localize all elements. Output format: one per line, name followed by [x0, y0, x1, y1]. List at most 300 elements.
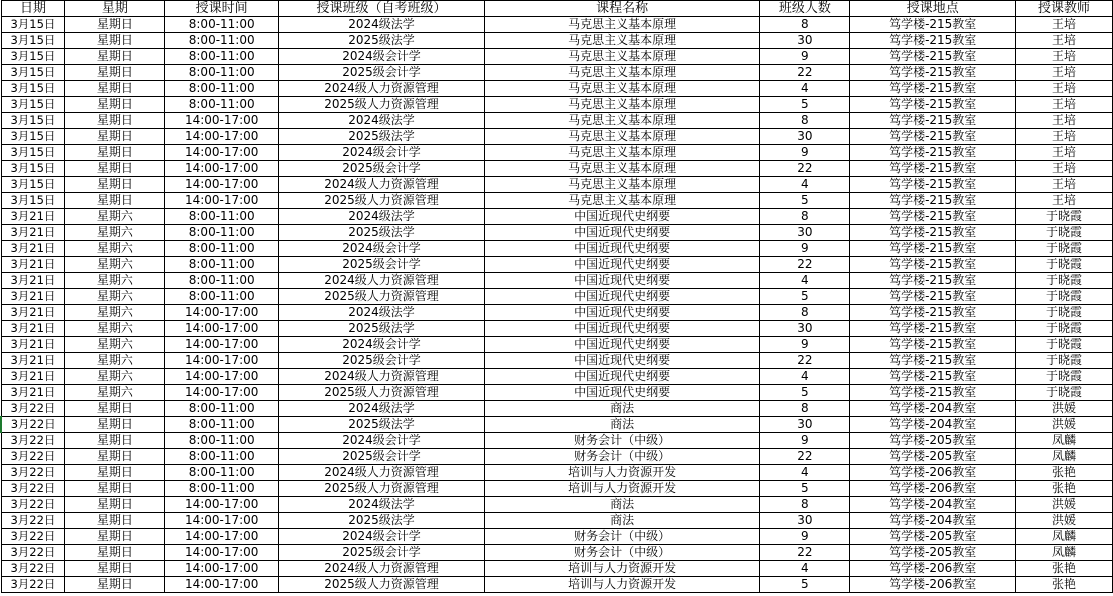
cell-course[interactable]: 培训与人力资源开发: [484, 481, 760, 497]
cell-date[interactable]: 3月22日: [1, 529, 65, 545]
cell-location[interactable]: 笃学楼-206教室: [850, 561, 1016, 577]
cell-class[interactable]: 2024级法学: [279, 113, 485, 129]
cell-location[interactable]: 笃学楼-215教室: [850, 177, 1016, 193]
cell-course[interactable]: 马克思主义基本原理: [484, 177, 760, 193]
cell-class[interactable]: 2024级会计学: [279, 337, 485, 353]
cell-location[interactable]: 笃学楼-204教室: [850, 513, 1016, 529]
cell-location[interactable]: 笃学楼-215教室: [850, 225, 1016, 241]
cell-class[interactable]: 2025级会计学: [279, 353, 485, 369]
cell-location[interactable]: 笃学楼-215教室: [850, 273, 1016, 289]
cell-time[interactable]: 14:00-17:00: [165, 337, 279, 353]
cell-course[interactable]: 中国近现代史纲要: [484, 385, 760, 401]
cell-weekday[interactable]: 星期六: [65, 273, 165, 289]
cell-class[interactable]: 2025级法学: [279, 225, 485, 241]
cell-teacher[interactable]: 王培: [1016, 113, 1113, 129]
cell-time[interactable]: 14:00-17:00: [165, 145, 279, 161]
cell-count[interactable]: 30: [760, 33, 850, 49]
cell-course[interactable]: 中国近现代史纲要: [484, 241, 760, 257]
cell-teacher[interactable]: 王培: [1016, 193, 1113, 209]
cell-weekday[interactable]: 星期六: [65, 241, 165, 257]
cell-class[interactable]: 2024级法学: [279, 497, 485, 513]
cell-location[interactable]: 笃学楼-215教室: [850, 49, 1016, 65]
cell-count[interactable]: 22: [760, 545, 850, 561]
cell-class[interactable]: 2025级人力资源管理: [279, 385, 485, 401]
cell-course[interactable]: 培训与人力资源开发: [484, 561, 760, 577]
cell-teacher[interactable]: 于晓霞: [1016, 225, 1113, 241]
cell-time[interactable]: 8:00-11:00: [165, 401, 279, 417]
cell-class[interactable]: 2025级会计学: [279, 161, 485, 177]
cell-teacher[interactable]: 洪媛: [1016, 513, 1113, 529]
header-location[interactable]: 授课地点: [850, 1, 1016, 17]
cell-location[interactable]: 笃学楼-215教室: [850, 113, 1016, 129]
cell-location[interactable]: 笃学楼-215教室: [850, 33, 1016, 49]
cell-class[interactable]: 2024级会计学: [279, 49, 485, 65]
cell-course[interactable]: 财务会计（中级）: [484, 545, 760, 561]
cell-date[interactable]: 3月15日: [1, 97, 65, 113]
cell-weekday[interactable]: 星期日: [65, 193, 165, 209]
cell-time[interactable]: 8:00-11:00: [165, 17, 279, 33]
cell-count[interactable]: 30: [760, 225, 850, 241]
cell-time[interactable]: 14:00-17:00: [165, 369, 279, 385]
cell-weekday[interactable]: 星期六: [65, 289, 165, 305]
cell-location[interactable]: 笃学楼-206教室: [850, 481, 1016, 497]
cell-class[interactable]: 2024级会计学: [279, 145, 485, 161]
cell-location[interactable]: 笃学楼-215教室: [850, 369, 1016, 385]
cell-course[interactable]: 马克思主义基本原理: [484, 193, 760, 209]
cell-location[interactable]: 笃学楼-215教室: [850, 209, 1016, 225]
cell-location[interactable]: 笃学楼-215教室: [850, 17, 1016, 33]
cell-location[interactable]: 笃学楼-215教室: [850, 161, 1016, 177]
cell-course[interactable]: 培训与人力资源开发: [484, 465, 760, 481]
cell-count[interactable]: 22: [760, 257, 850, 273]
cell-count[interactable]: 5: [760, 289, 850, 305]
cell-course[interactable]: 中国近现代史纲要: [484, 225, 760, 241]
cell-weekday[interactable]: 星期六: [65, 257, 165, 273]
cell-course[interactable]: 中国近现代史纲要: [484, 273, 760, 289]
cell-class[interactable]: 2025级会计学: [279, 449, 485, 465]
cell-count[interactable]: 22: [760, 353, 850, 369]
cell-weekday[interactable]: 星期日: [65, 561, 165, 577]
cell-course[interactable]: 中国近现代史纲要: [484, 257, 760, 273]
cell-time[interactable]: 14:00-17:00: [165, 305, 279, 321]
cell-date[interactable]: 3月21日: [1, 305, 65, 321]
cell-date[interactable]: 3月15日: [1, 81, 65, 97]
cell-date[interactable]: 3月22日: [1, 513, 65, 529]
cell-weekday[interactable]: 星期六: [65, 225, 165, 241]
cell-count[interactable]: 5: [760, 577, 850, 593]
cell-weekday[interactable]: 星期日: [65, 513, 165, 529]
cell-weekday[interactable]: 星期日: [65, 177, 165, 193]
cell-teacher[interactable]: 洪媛: [1016, 497, 1113, 513]
cell-date[interactable]: 3月22日: [1, 577, 65, 593]
cell-class[interactable]: 2025级人力资源管理: [279, 97, 485, 113]
cell-time[interactable]: 14:00-17:00: [165, 129, 279, 145]
cell-course[interactable]: 中国近现代史纲要: [484, 321, 760, 337]
cell-teacher[interactable]: 洪媛: [1016, 401, 1113, 417]
cell-weekday[interactable]: 星期日: [65, 113, 165, 129]
cell-count[interactable]: 4: [760, 81, 850, 97]
cell-date[interactable]: 3月22日: [1, 545, 65, 561]
cell-teacher[interactable]: 凤麟: [1016, 545, 1113, 561]
cell-weekday[interactable]: 星期六: [65, 321, 165, 337]
cell-time[interactable]: 14:00-17:00: [165, 529, 279, 545]
cell-date[interactable]: 3月15日: [1, 33, 65, 49]
cell-count[interactable]: 8: [760, 113, 850, 129]
cell-course[interactable]: 中国近现代史纲要: [484, 337, 760, 353]
cell-course[interactable]: 商法: [484, 401, 760, 417]
cell-class[interactable]: 2025级会计学: [279, 545, 485, 561]
cell-weekday[interactable]: 星期日: [65, 145, 165, 161]
cell-time[interactable]: 8:00-11:00: [165, 49, 279, 65]
cell-count[interactable]: 8: [760, 209, 850, 225]
cell-date[interactable]: 3月15日: [1, 177, 65, 193]
cell-teacher[interactable]: 张艳: [1016, 481, 1113, 497]
cell-class[interactable]: 2025级法学: [279, 417, 485, 433]
cell-count[interactable]: 9: [760, 337, 850, 353]
cell-weekday[interactable]: 星期日: [65, 17, 165, 33]
cell-location[interactable]: 笃学楼-215教室: [850, 257, 1016, 273]
cell-date[interactable]: 3月22日: [1, 449, 65, 465]
cell-time[interactable]: 14:00-17:00: [165, 385, 279, 401]
cell-count[interactable]: 9: [760, 49, 850, 65]
cell-count[interactable]: 30: [760, 321, 850, 337]
cell-location[interactable]: 笃学楼-215教室: [850, 97, 1016, 113]
cell-class[interactable]: 2024级法学: [279, 209, 485, 225]
header-time[interactable]: 授课时间: [165, 1, 279, 17]
cell-count[interactable]: 5: [760, 385, 850, 401]
cell-weekday[interactable]: 星期日: [65, 129, 165, 145]
cell-count[interactable]: 30: [760, 417, 850, 433]
cell-course[interactable]: 马克思主义基本原理: [484, 17, 760, 33]
cell-class[interactable]: 2024级人力资源管理: [279, 561, 485, 577]
cell-date[interactable]: 3月22日: [1, 401, 65, 417]
cell-time[interactable]: 8:00-11:00: [165, 417, 279, 433]
cell-date[interactable]: 3月22日: [1, 561, 65, 577]
cell-teacher[interactable]: 于晓霞: [1016, 273, 1113, 289]
cell-count[interactable]: 8: [760, 17, 850, 33]
cell-location[interactable]: 笃学楼-206教室: [850, 577, 1016, 593]
cell-location[interactable]: 笃学楼-215教室: [850, 353, 1016, 369]
cell-time[interactable]: 8:00-11:00: [165, 33, 279, 49]
cell-count[interactable]: 4: [760, 561, 850, 577]
cell-date[interactable]: 3月21日: [1, 321, 65, 337]
cell-class[interactable]: 2024级法学: [279, 17, 485, 33]
cell-weekday[interactable]: 星期日: [65, 577, 165, 593]
cell-time[interactable]: 8:00-11:00: [165, 433, 279, 449]
header-count[interactable]: 班级人数: [760, 1, 850, 17]
cell-teacher[interactable]: 王培: [1016, 49, 1113, 65]
cell-class[interactable]: 2025级人力资源管理: [279, 289, 485, 305]
cell-time[interactable]: 8:00-11:00: [165, 289, 279, 305]
cell-course[interactable]: 中国近现代史纲要: [484, 305, 760, 321]
cell-weekday[interactable]: 星期日: [65, 97, 165, 113]
cell-teacher[interactable]: 王培: [1016, 17, 1113, 33]
cell-teacher[interactable]: 于晓霞: [1016, 337, 1113, 353]
cell-location[interactable]: 笃学楼-215教室: [850, 145, 1016, 161]
cell-teacher[interactable]: 于晓霞: [1016, 369, 1113, 385]
cell-count[interactable]: 4: [760, 465, 850, 481]
cell-class[interactable]: 2025级会计学: [279, 257, 485, 273]
cell-time[interactable]: 14:00-17:00: [165, 321, 279, 337]
cell-time[interactable]: 8:00-11:00: [165, 481, 279, 497]
cell-location[interactable]: 笃学楼-215教室: [850, 193, 1016, 209]
cell-class[interactable]: 2024级人力资源管理: [279, 273, 485, 289]
cell-location[interactable]: 笃学楼-204教室: [850, 497, 1016, 513]
cell-class[interactable]: 2024级会计学: [279, 241, 485, 257]
cell-teacher[interactable]: 张艳: [1016, 561, 1113, 577]
cell-teacher[interactable]: 凤麟: [1016, 529, 1113, 545]
cell-count[interactable]: 4: [760, 177, 850, 193]
cell-location[interactable]: 笃学楼-215教室: [850, 337, 1016, 353]
table-row: [1, 577, 1113, 593]
cell-count[interactable]: 8: [760, 305, 850, 321]
cell-location[interactable]: 笃学楼-204教室: [850, 401, 1016, 417]
cell-weekday[interactable]: 星期六: [65, 353, 165, 369]
cell-date[interactable]: 3月21日: [1, 337, 65, 353]
cell-teacher[interactable]: 洪媛: [1016, 417, 1113, 433]
cell-course[interactable]: 马克思主义基本原理: [484, 65, 760, 81]
cell-teacher[interactable]: 凤麟: [1016, 449, 1113, 465]
cell-teacher[interactable]: 张艳: [1016, 577, 1113, 593]
cell-course[interactable]: 中国近现代史纲要: [484, 209, 760, 225]
cell-class[interactable]: 2024级法学: [279, 401, 485, 417]
cell-teacher[interactable]: 于晓霞: [1016, 257, 1113, 273]
cell-date[interactable]: 3月15日: [1, 49, 65, 65]
cell-location[interactable]: 笃学楼-215教室: [850, 65, 1016, 81]
cell-count[interactable]: 8: [760, 401, 850, 417]
header-row: [1, 1, 1113, 17]
cell-time[interactable]: 8:00-11:00: [165, 81, 279, 97]
cell-class[interactable]: 2025级法学: [279, 513, 485, 529]
cell-location[interactable]: 笃学楼-215教室: [850, 385, 1016, 401]
cell-time[interactable]: 8:00-11:00: [165, 209, 279, 225]
cell-date[interactable]: 3月22日: [1, 465, 65, 481]
cell-count[interactable]: 22: [760, 161, 850, 177]
cell-location[interactable]: 笃学楼-215教室: [850, 321, 1016, 337]
cell-weekday[interactable]: 星期六: [65, 369, 165, 385]
cell-teacher[interactable]: 凤麟: [1016, 433, 1113, 449]
cell-teacher[interactable]: 于晓霞: [1016, 385, 1113, 401]
cell-date[interactable]: 3月15日: [1, 145, 65, 161]
cell-class[interactable]: 2024级人力资源管理: [279, 81, 485, 97]
cell-location[interactable]: 笃学楼-215教室: [850, 305, 1016, 321]
cell-class[interactable]: 2025级人力资源管理: [279, 577, 485, 593]
cell-teacher[interactable]: 王培: [1016, 145, 1113, 161]
cell-time[interactable]: 14:00-17:00: [165, 353, 279, 369]
cell-weekday[interactable]: 星期日: [65, 81, 165, 97]
cell-location[interactable]: 笃学楼-215教室: [850, 289, 1016, 305]
cell-count[interactable]: 30: [760, 129, 850, 145]
cell-class[interactable]: 2025级法学: [279, 33, 485, 49]
cell-teacher[interactable]: 王培: [1016, 65, 1113, 81]
cell-time[interactable]: 14:00-17:00: [165, 561, 279, 577]
cell-count[interactable]: 5: [760, 481, 850, 497]
cell-date[interactable]: 3月15日: [1, 129, 65, 145]
cell-count[interactable]: 22: [760, 449, 850, 465]
cell-weekday[interactable]: 星期日: [65, 161, 165, 177]
cell-course[interactable]: 中国近现代史纲要: [484, 353, 760, 369]
cell-date[interactable]: 3月15日: [1, 113, 65, 129]
cell-weekday[interactable]: 星期日: [65, 65, 165, 81]
table-row: [1, 225, 1113, 241]
cell-teacher[interactable]: 王培: [1016, 161, 1113, 177]
cell-course[interactable]: 财务会计（中级）: [484, 449, 760, 465]
cell-count[interactable]: 5: [760, 97, 850, 113]
cell-course[interactable]: 中国近现代史纲要: [484, 289, 760, 305]
cell-teacher[interactable]: 于晓霞: [1016, 305, 1113, 321]
cell-weekday[interactable]: 星期日: [65, 33, 165, 49]
cell-weekday[interactable]: 星期日: [65, 545, 165, 561]
cell-time[interactable]: 14:00-17:00: [165, 113, 279, 129]
cell-count[interactable]: 9: [760, 433, 850, 449]
cell-time[interactable]: 8:00-11:00: [165, 465, 279, 481]
cell-count[interactable]: 9: [760, 241, 850, 257]
cell-course[interactable]: 商法: [484, 417, 760, 433]
cell-weekday[interactable]: 星期日: [65, 497, 165, 513]
cell-time[interactable]: 8:00-11:00: [165, 273, 279, 289]
cell-date[interactable]: 3月21日: [1, 385, 65, 401]
cell-weekday[interactable]: 星期日: [65, 417, 165, 433]
cell-count[interactable]: 9: [760, 145, 850, 161]
cell-weekday[interactable]: 星期六: [65, 305, 165, 321]
cell-time[interactable]: 8:00-11:00: [165, 241, 279, 257]
cell-count[interactable]: 30: [760, 513, 850, 529]
cell-count[interactable]: 8: [760, 497, 850, 513]
cell-teacher[interactable]: 王培: [1016, 129, 1113, 145]
cell-weekday[interactable]: 星期日: [65, 481, 165, 497]
cell-teacher[interactable]: 于晓霞: [1016, 353, 1113, 369]
cell-time[interactable]: 14:00-17:00: [165, 513, 279, 529]
cell-count[interactable]: 4: [760, 273, 850, 289]
cell-class[interactable]: 2025级法学: [279, 321, 485, 337]
cell-teacher[interactable]: 王培: [1016, 177, 1113, 193]
cell-time[interactable]: 14:00-17:00: [165, 161, 279, 177]
cell-course[interactable]: 财务会计（中级）: [484, 433, 760, 449]
cell-teacher[interactable]: 王培: [1016, 81, 1113, 97]
cell-class[interactable]: 2025级人力资源管理: [279, 193, 485, 209]
cell-date[interactable]: 3月21日: [1, 353, 65, 369]
cell-course[interactable]: 马克思主义基本原理: [484, 49, 760, 65]
cell-date[interactable]: 3月21日: [1, 273, 65, 289]
cell-date[interactable]: 3月22日: [1, 417, 65, 433]
cell-time[interactable]: 8:00-11:00: [165, 257, 279, 273]
cell-date[interactable]: 3月22日: [1, 481, 65, 497]
cell-date[interactable]: 3月15日: [1, 161, 65, 177]
cell-time[interactable]: 14:00-17:00: [165, 577, 279, 593]
cell-course[interactable]: 马克思主义基本原理: [484, 161, 760, 177]
cell-time[interactable]: 14:00-17:00: [165, 193, 279, 209]
cell-time[interactable]: 14:00-17:00: [165, 177, 279, 193]
cell-date[interactable]: 3月22日: [1, 433, 65, 449]
cell-count[interactable]: 9: [760, 529, 850, 545]
cell-count[interactable]: 22: [760, 65, 850, 81]
cell-weekday[interactable]: 星期日: [65, 529, 165, 545]
cell-course[interactable]: 财务会计（中级）: [484, 529, 760, 545]
cell-time[interactable]: 14:00-17:00: [165, 545, 279, 561]
cell-course[interactable]: 马克思主义基本原理: [484, 97, 760, 113]
cell-teacher[interactable]: 于晓霞: [1016, 289, 1113, 305]
cell-course[interactable]: 商法: [484, 513, 760, 529]
cell-location[interactable]: 笃学楼-205教室: [850, 433, 1016, 449]
cell-course[interactable]: 马克思主义基本原理: [484, 129, 760, 145]
cell-weekday[interactable]: 星期日: [65, 49, 165, 65]
cell-class[interactable]: 2025级会计学: [279, 65, 485, 81]
cell-location[interactable]: 笃学楼-215教室: [850, 129, 1016, 145]
cell-course[interactable]: 中国近现代史纲要: [484, 369, 760, 385]
cell-date[interactable]: 3月21日: [1, 369, 65, 385]
cell-location[interactable]: 笃学楼-205教室: [850, 449, 1016, 465]
cell-date[interactable]: 3月15日: [1, 65, 65, 81]
cell-class[interactable]: 2024级人力资源管理: [279, 465, 485, 481]
cell-date[interactable]: 3月15日: [1, 17, 65, 33]
header-course[interactable]: 课程名称: [484, 1, 760, 17]
cell-date[interactable]: 3月21日: [1, 209, 65, 225]
cell-time[interactable]: 8:00-11:00: [165, 225, 279, 241]
cell-course[interactable]: 马克思主义基本原理: [484, 81, 760, 97]
cell-weekday[interactable]: 星期六: [65, 209, 165, 225]
header-weekday[interactable]: 星期: [65, 1, 165, 17]
cell-teacher[interactable]: 王培: [1016, 97, 1113, 113]
cell-location[interactable]: 笃学楼-204教室: [850, 417, 1016, 433]
cell-date[interactable]: 3月21日: [1, 225, 65, 241]
cell-teacher[interactable]: 于晓霞: [1016, 241, 1113, 257]
cell-count[interactable]: 5: [760, 193, 850, 209]
cell-time[interactable]: 8:00-11:00: [165, 97, 279, 113]
cell-location[interactable]: 笃学楼-215教室: [850, 81, 1016, 97]
cell-date[interactable]: 3月21日: [1, 241, 65, 257]
cell-class[interactable]: 2024级会计学: [279, 433, 485, 449]
cell-weekday[interactable]: 星期六: [65, 385, 165, 401]
cell-location[interactable]: 笃学楼-215教室: [850, 241, 1016, 257]
header-date[interactable]: 日期: [1, 1, 65, 17]
cell-date[interactable]: 3月21日: [1, 257, 65, 273]
cell-course[interactable]: 马克思主义基本原理: [484, 113, 760, 129]
cell-weekday[interactable]: 星期六: [65, 337, 165, 353]
cell-location[interactable]: 笃学楼-206教室: [850, 465, 1016, 481]
cell-location[interactable]: 笃学楼-205教室: [850, 529, 1016, 545]
cell-class[interactable]: 2025级法学: [279, 129, 485, 145]
cell-location[interactable]: 笃学楼-205教室: [850, 545, 1016, 561]
cell-course[interactable]: 马克思主义基本原理: [484, 33, 760, 49]
header-class[interactable]: 授课班级（自考班级）: [279, 1, 485, 17]
cell-teacher[interactable]: 于晓霞: [1016, 209, 1113, 225]
cell-course[interactable]: 马克思主义基本原理: [484, 145, 760, 161]
cell-class[interactable]: 2024级人力资源管理: [279, 177, 485, 193]
cell-weekday[interactable]: 星期日: [65, 433, 165, 449]
cell-class[interactable]: 2024级人力资源管理: [279, 369, 485, 385]
cell-count[interactable]: 4: [760, 369, 850, 385]
cell-class[interactable]: 2025级人力资源管理: [279, 481, 485, 497]
cell-class[interactable]: 2024级法学: [279, 305, 485, 321]
cell-teacher[interactable]: 于晓霞: [1016, 321, 1113, 337]
cell-weekday[interactable]: 星期日: [65, 449, 165, 465]
cell-time[interactable]: 8:00-11:00: [165, 449, 279, 465]
cell-time[interactable]: 14:00-17:00: [165, 497, 279, 513]
cell-course[interactable]: 培训与人力资源开发: [484, 577, 760, 593]
cell-course[interactable]: 商法: [484, 497, 760, 513]
cell-teacher[interactable]: 王培: [1016, 33, 1113, 49]
cell-weekday[interactable]: 星期日: [65, 401, 165, 417]
cell-date[interactable]: 3月15日: [1, 193, 65, 209]
cell-weekday[interactable]: 星期日: [65, 465, 165, 481]
cell-class[interactable]: 2024级会计学: [279, 529, 485, 545]
cell-time[interactable]: 8:00-11:00: [165, 65, 279, 81]
cell-date[interactable]: 3月22日: [1, 497, 65, 513]
header-teacher[interactable]: 授课教师: [1016, 1, 1113, 17]
cell-date[interactable]: 3月21日: [1, 289, 65, 305]
cell-teacher[interactable]: 张艳: [1016, 465, 1113, 481]
table-body: [1, 17, 1113, 593]
